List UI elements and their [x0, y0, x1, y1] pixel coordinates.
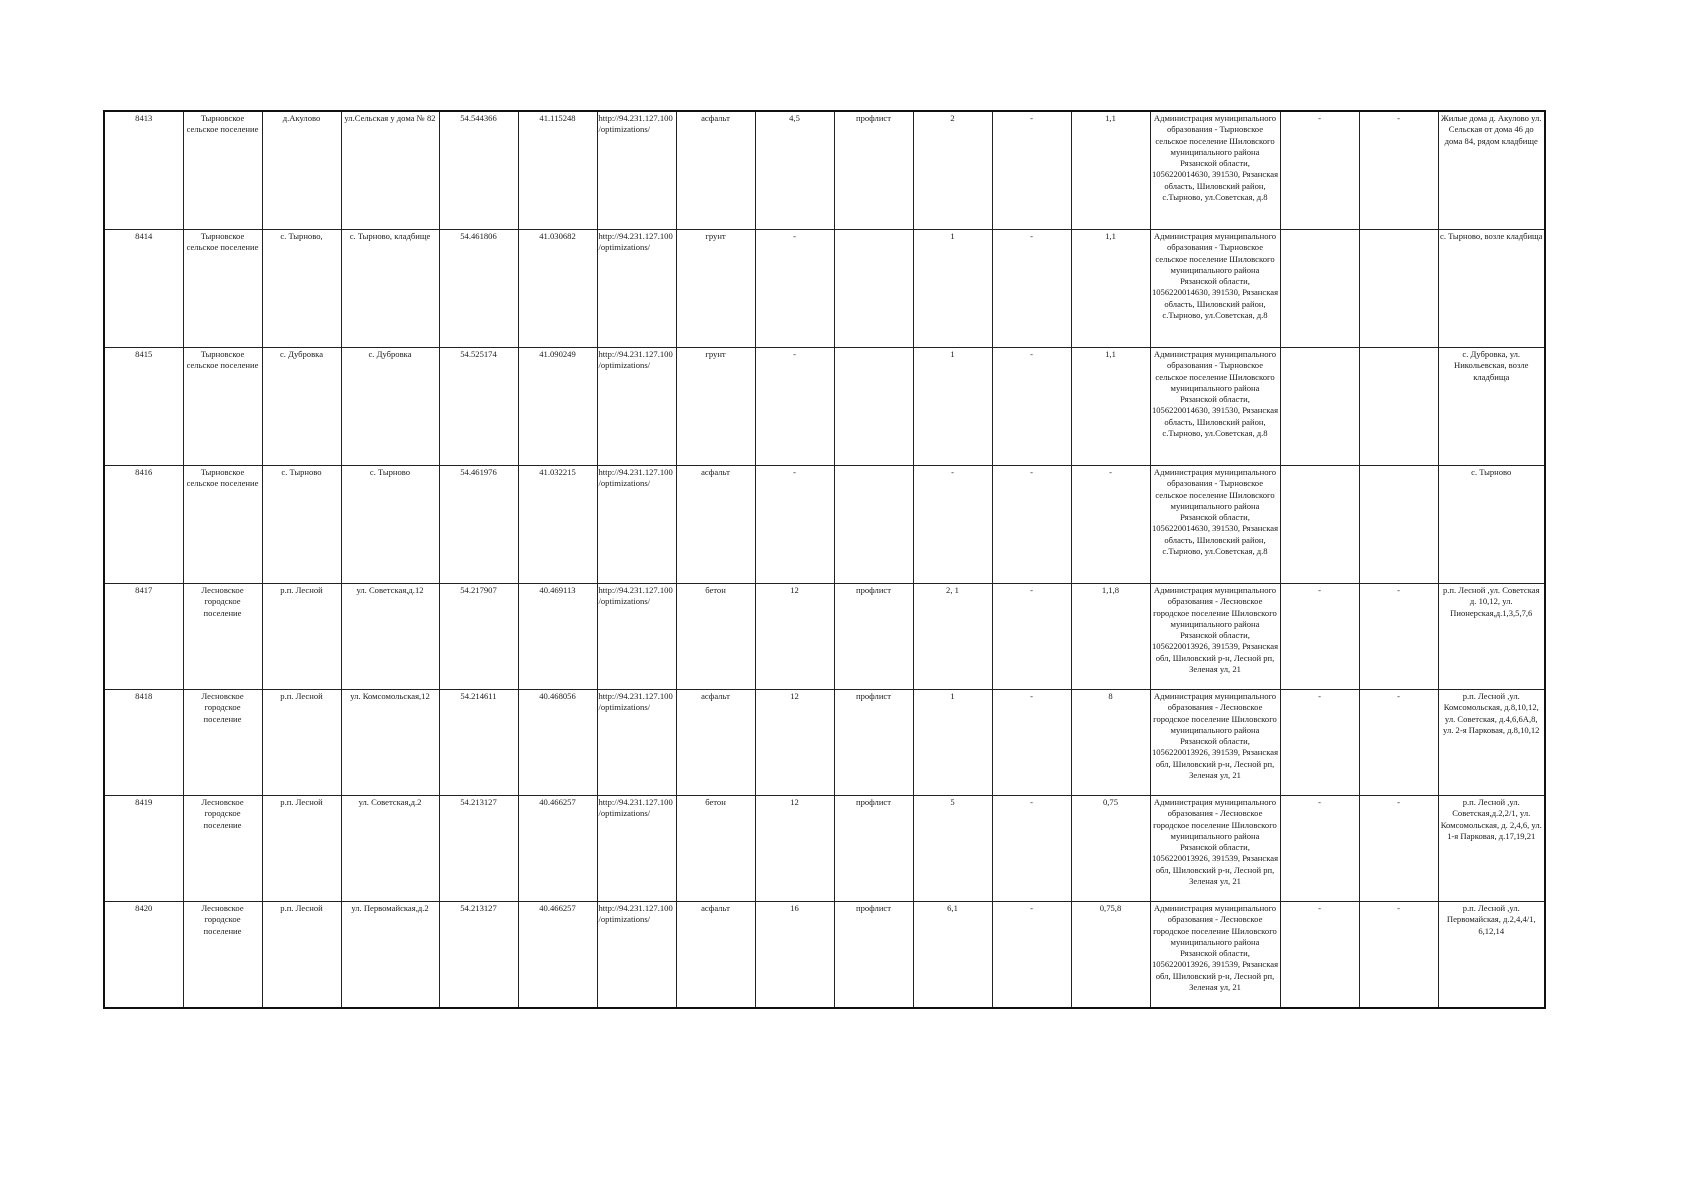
cell-surface: асфальт: [676, 111, 755, 230]
cell-lon: 41.030682: [518, 230, 597, 348]
cell-lon: 41.090249: [518, 348, 597, 466]
table-row: [104, 690, 1545, 796]
cell-owner: Администрация муниципального образования - Лесновское городское поселение Шиловского муниципального района Рязанской области, 1056220013926, 391539, Рязанская обл, Шиловский р-н, Лесной рп, Зеленая ул, 21: [1150, 902, 1280, 1009]
cell-c16: -: [1359, 902, 1438, 1009]
cell-link: http://94.231.127.100/optimizations/: [597, 230, 676, 348]
cell-surface: грунт: [676, 230, 755, 348]
cell-c16: [1359, 230, 1438, 348]
cell-containers: 5: [913, 796, 992, 902]
cell-link: http://94.231.127.100/optimizations/: [597, 902, 676, 1009]
cell-link: http://94.231.127.100/optimizations/: [597, 584, 676, 690]
cell-fence: профлист: [834, 584, 913, 690]
waste-sites-registry-table: [103, 110, 1546, 1009]
cell-settlement: Тырновское сельское поселение: [183, 111, 262, 230]
cell-owner: Администрация муниципального образования - Лесновское городское поселение Шиловского муниципального района Рязанской области, 1056220013926, 391539, Рязанская обл, Шиловский р-н, Лесной рп, Зеленая ул, 21: [1150, 796, 1280, 902]
cell-area: 16: [755, 902, 834, 1009]
cell-locality: р.п. Лесной: [262, 584, 341, 690]
cell-c15: -: [1280, 690, 1359, 796]
cell-locality: р.п. Лесной: [262, 690, 341, 796]
cell-settlement: Тырновское сельское поселение: [183, 348, 262, 466]
cell-sources: р.п. Лесной ,ул. Советская,д.2,2/1, ул. Комсомольская, д. 2,4,6, ул. 1-я Парковая, д.17,19,21: [1438, 796, 1545, 902]
cell-surface: асфальт: [676, 466, 755, 584]
cell-lat: 54.214611: [439, 690, 518, 796]
cell-fence: [834, 348, 913, 466]
cell-c16: -: [1359, 584, 1438, 690]
cell-sources: с. Дубровка, ул. Никольевская, возле кладбища: [1438, 348, 1545, 466]
cell-surface: бетон: [676, 584, 755, 690]
cell-c16: [1359, 466, 1438, 584]
cell-surface: грунт: [676, 348, 755, 466]
cell-id: 8417: [104, 584, 183, 690]
cell-fence: профлист: [834, 690, 913, 796]
cell-lat: 54.461806: [439, 230, 518, 348]
cell-lat: 54.217907: [439, 584, 518, 690]
cell-settlement: Тырновское сельское поселение: [183, 230, 262, 348]
cell-link: http://94.231.127.100/optimizations/: [597, 466, 676, 584]
table-row: [104, 902, 1545, 1009]
cell-containers: 1: [913, 690, 992, 796]
cell-containers: 2: [913, 111, 992, 230]
cell-c15: -: [1280, 796, 1359, 902]
cell-sources: Жилые дома д. Акулово ул. Сельская от дома 46 до дома 84, рядом кладбище: [1438, 111, 1545, 230]
cell-area: -: [755, 348, 834, 466]
cell-address: с. Дубровка: [341, 348, 439, 466]
cell-containers: 2, 1: [913, 584, 992, 690]
table-row: [104, 796, 1545, 902]
cell-locality: с. Дубровка: [262, 348, 341, 466]
cell-lat: 54.461976: [439, 466, 518, 584]
cell-address: ул. Первомайская,д.2: [341, 902, 439, 1009]
cell-locality: с. Тырново,: [262, 230, 341, 348]
cell-lon: 40.466257: [518, 902, 597, 1009]
cell-volume: 0,75: [1071, 796, 1150, 902]
table-row: [104, 230, 1545, 348]
cell-c16: -: [1359, 111, 1438, 230]
cell-fence: профлист: [834, 796, 913, 902]
table-row: [104, 111, 1545, 230]
cell-containers: -: [913, 466, 992, 584]
cell-id: 8415: [104, 348, 183, 466]
table-body: [104, 111, 1545, 1008]
cell-lat: 54.525174: [439, 348, 518, 466]
cell-owner: Администрация муниципального образования - Тырновское сельское поселение Шиловского муниципального района Рязанской области, 1056220014630, 391530, Рязанская область, Шиловский район, с.Тырново, ул.Советская, д.8: [1150, 230, 1280, 348]
cell-locality: д.Акулово: [262, 111, 341, 230]
cell-fence: [834, 230, 913, 348]
cell-volume: 1,1: [1071, 348, 1150, 466]
cell-id: 8413: [104, 111, 183, 230]
cell-id: 8414: [104, 230, 183, 348]
cell-link: http://94.231.127.100/optimizations/: [597, 690, 676, 796]
cell-address: ул. Советская,д.12: [341, 584, 439, 690]
cell-area: -: [755, 230, 834, 348]
cell-id: 8420: [104, 902, 183, 1009]
cell-planned: -: [992, 348, 1071, 466]
cell-address: с. Тырново: [341, 466, 439, 584]
cell-lon: 40.469113: [518, 584, 597, 690]
cell-sources: р.п. Лесной ,ул. Первомайская, д.2,4,4/1, 6,12,14: [1438, 902, 1545, 1009]
cell-link: http://94.231.127.100/optimizations/: [597, 111, 676, 230]
cell-settlement: Тырновское сельское поселение: [183, 466, 262, 584]
cell-volume: 8: [1071, 690, 1150, 796]
cell-owner: Администрация муниципального образования - Лесновское городское поселение Шиловского муниципального района Рязанской области, 1056220013926, 391539, Рязанская обл, Шиловский р-н, Лесной рп, Зеленая ул, 21: [1150, 690, 1280, 796]
cell-planned: -: [992, 902, 1071, 1009]
cell-settlement: Лесновское городское поселение: [183, 902, 262, 1009]
cell-volume: 1,1,8: [1071, 584, 1150, 690]
cell-settlement: Лесновское городское поселение: [183, 584, 262, 690]
cell-lon: 40.466257: [518, 796, 597, 902]
cell-fence: профлист: [834, 111, 913, 230]
cell-link: http://94.231.127.100/optimizations/: [597, 348, 676, 466]
cell-locality: с. Тырново: [262, 466, 341, 584]
cell-area: 12: [755, 584, 834, 690]
cell-c15: -: [1280, 902, 1359, 1009]
cell-area: -: [755, 466, 834, 584]
cell-surface: асфальт: [676, 690, 755, 796]
cell-id: 8418: [104, 690, 183, 796]
cell-lon: 40.468056: [518, 690, 597, 796]
cell-volume: -: [1071, 466, 1150, 584]
cell-area: 12: [755, 690, 834, 796]
cell-lon: 41.115248: [518, 111, 597, 230]
cell-c15: -: [1280, 111, 1359, 230]
table-row: [104, 584, 1545, 690]
cell-c15: -: [1280, 584, 1359, 690]
cell-owner: Администрация муниципального образования - Лесновское городское поселение Шиловского муниципального района Рязанской области, 1056220013926, 391539, Рязанская обл, Шиловский р-н, Лесной рп, Зеленая ул, 21: [1150, 584, 1280, 690]
cell-sources: с. Тырново: [1438, 466, 1545, 584]
cell-planned: -: [992, 584, 1071, 690]
table-row: [104, 466, 1545, 584]
cell-containers: 1: [913, 230, 992, 348]
cell-lat: 54.213127: [439, 902, 518, 1009]
cell-c15: [1280, 348, 1359, 466]
cell-owner: Администрация муниципального образования - Тырновское сельское поселение Шиловского муниципального района Рязанской области, 1056220014630, 391530, Рязанская область, Шиловский район, с.Тырново, ул.Советская, д.8: [1150, 466, 1280, 584]
cell-planned: -: [992, 796, 1071, 902]
cell-planned: -: [992, 111, 1071, 230]
cell-address: ул.Сельская у дома № 82: [341, 111, 439, 230]
table-row: [104, 348, 1545, 466]
cell-address: ул. Советская,д.2: [341, 796, 439, 902]
cell-owner: Администрация муниципального образования - Тырновское сельское поселение Шиловского муниципального района Рязанской области, 1056220014630, 391530, Рязанская область, Шиловский район, с.Тырново, ул.Советская, д.8: [1150, 111, 1280, 230]
cell-c16: [1359, 348, 1438, 466]
cell-surface: бетон: [676, 796, 755, 902]
cell-fence: [834, 466, 913, 584]
cell-lat: 54.213127: [439, 796, 518, 902]
cell-c16: -: [1359, 796, 1438, 902]
cell-address: ул. Комсомольская,12: [341, 690, 439, 796]
cell-address: с. Тырново, кладбище: [341, 230, 439, 348]
cell-volume: 1,1: [1071, 230, 1150, 348]
cell-c15: [1280, 230, 1359, 348]
cell-locality: р.п. Лесной: [262, 902, 341, 1009]
cell-planned: -: [992, 466, 1071, 584]
cell-c16: -: [1359, 690, 1438, 796]
cell-owner: Администрация муниципального образования - Тырновское сельское поселение Шиловского муниципального района Рязанской области, 1056220014630, 391530, Рязанская область, Шиловский район, с.Тырново, ул.Советская, д.8: [1150, 348, 1280, 466]
cell-sources: с. Тырново, возле кладбища: [1438, 230, 1545, 348]
cell-lat: 54.544366: [439, 111, 518, 230]
cell-settlement: Лесновское городское поселение: [183, 796, 262, 902]
cell-fence: профлист: [834, 902, 913, 1009]
cell-settlement: Лесновское городское поселение: [183, 690, 262, 796]
cell-volume: 1,1: [1071, 111, 1150, 230]
cell-c15: [1280, 466, 1359, 584]
cell-id: 8419: [104, 796, 183, 902]
cell-area: 12: [755, 796, 834, 902]
cell-planned: -: [992, 230, 1071, 348]
cell-area: 4,5: [755, 111, 834, 230]
cell-planned: -: [992, 690, 1071, 796]
cell-id: 8416: [104, 466, 183, 584]
cell-volume: 0,75,8: [1071, 902, 1150, 1009]
cell-surface: асфальт: [676, 902, 755, 1009]
cell-sources: р.п. Лесной ,ул. Советская д. 10,12, ул. Пионерская,д.1,3,5,7,6: [1438, 584, 1545, 690]
cell-lon: 41.032215: [518, 466, 597, 584]
cell-containers: 1: [913, 348, 992, 466]
cell-locality: р.п. Лесной: [262, 796, 341, 902]
cell-link: http://94.231.127.100/optimizations/: [597, 796, 676, 902]
cell-sources: р.п. Лесной ,ул. Комсомольская, д.8,10,12, ул. Советская, д.4,6,6А,8, ул. 2-я Парковая, д.8,10,12: [1438, 690, 1545, 796]
cell-containers: 6,1: [913, 902, 992, 1009]
